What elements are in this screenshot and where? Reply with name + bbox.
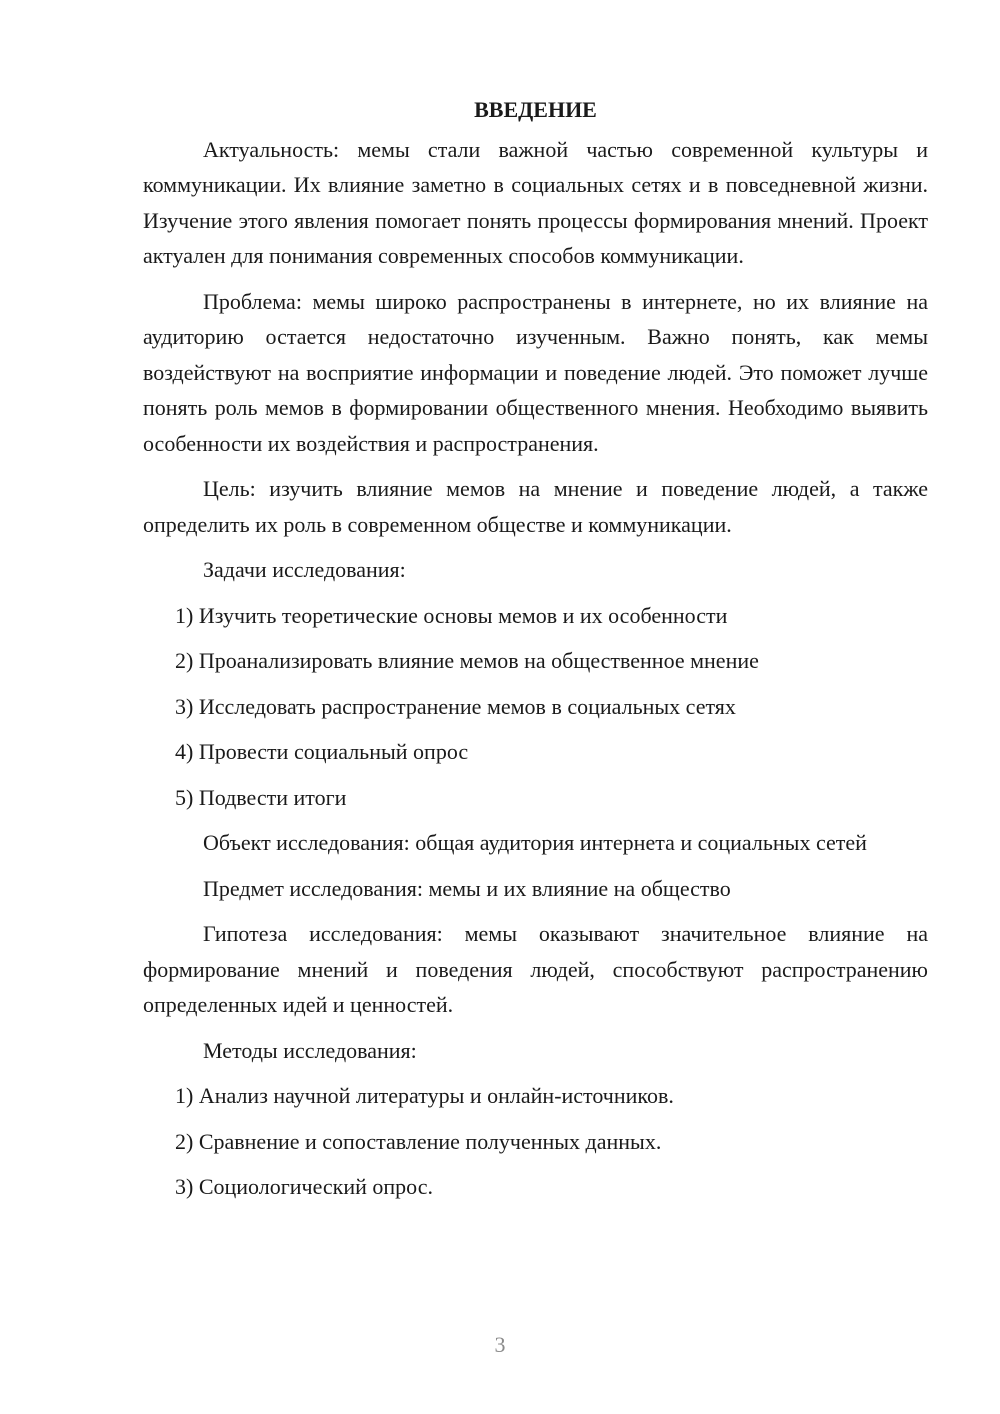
page-number: 3 <box>494 1332 506 1357</box>
tasks-heading: Задачи исследования: <box>203 557 406 582</box>
relevance-paragraph: Актуальность: мемы стали важной частью современной культуры и коммуникации. Их влияние заметно в социальных сетях и в повседневной жизни. Изучение этого явления помогает понять процессы формирования мнений. Проект актуален для понимания современных способов коммуникации. <box>143 136 928 268</box>
section-title: ВВЕДЕНИЕ <box>474 97 597 122</box>
list-item: 2) Проанализировать влияние мемов на общественное мнение <box>175 648 759 673</box>
subject-paragraph: Предмет исследования: мемы и их влияние на общество <box>203 875 731 901</box>
list-item: 4) Провести социальный опрос <box>175 739 469 764</box>
list-item: 1) Анализ научной литературы и онлайн-источников. <box>175 1083 674 1108</box>
hypothesis-paragraph: Гипотеза исследования: мемы оказывают значительное влияние на формирование мнений и поведения людей, способствуют распространению определенных идей и ценностей. <box>143 921 928 1017</box>
methods-heading: Методы исследования: <box>203 1037 417 1063</box>
list-item: 5) Подвести итоги <box>175 784 347 810</box>
object-paragraph: Объект исследования: общая аудитория интернета и социальных сетей <box>203 830 867 855</box>
list-item: 3) Исследовать распространение мемов в социальных сетях <box>175 693 736 719</box>
list-item: 1) Изучить теоретические основы мемов и их особенности <box>175 602 728 628</box>
list-item: 2) Сравнение и сопоставление полученных данных. <box>175 1128 662 1154</box>
tasks-list <box>143 598 928 816</box>
list-item: 3) Социологический опрос. <box>175 1174 433 1199</box>
methods-list <box>143 1078 928 1205</box>
document-page <box>143 92 928 1215</box>
goal-paragraph: Цель: изучить влияние мемов на мнение и поведение людей, а также определить их роль в современном обществе и коммуникации. <box>143 476 928 537</box>
problem-paragraph: Проблема: мемы широко распространены в интернете, но их влияние на аудиторию остается недостаточно изученным. Важно понять, как мемы воздействуют на восприятие информации и поведение людей. Это поможет лучше понять роль мемов в формировании общественного мнения. Необходимо выявить особенности их воздействия и распространения. <box>143 288 928 456</box>
